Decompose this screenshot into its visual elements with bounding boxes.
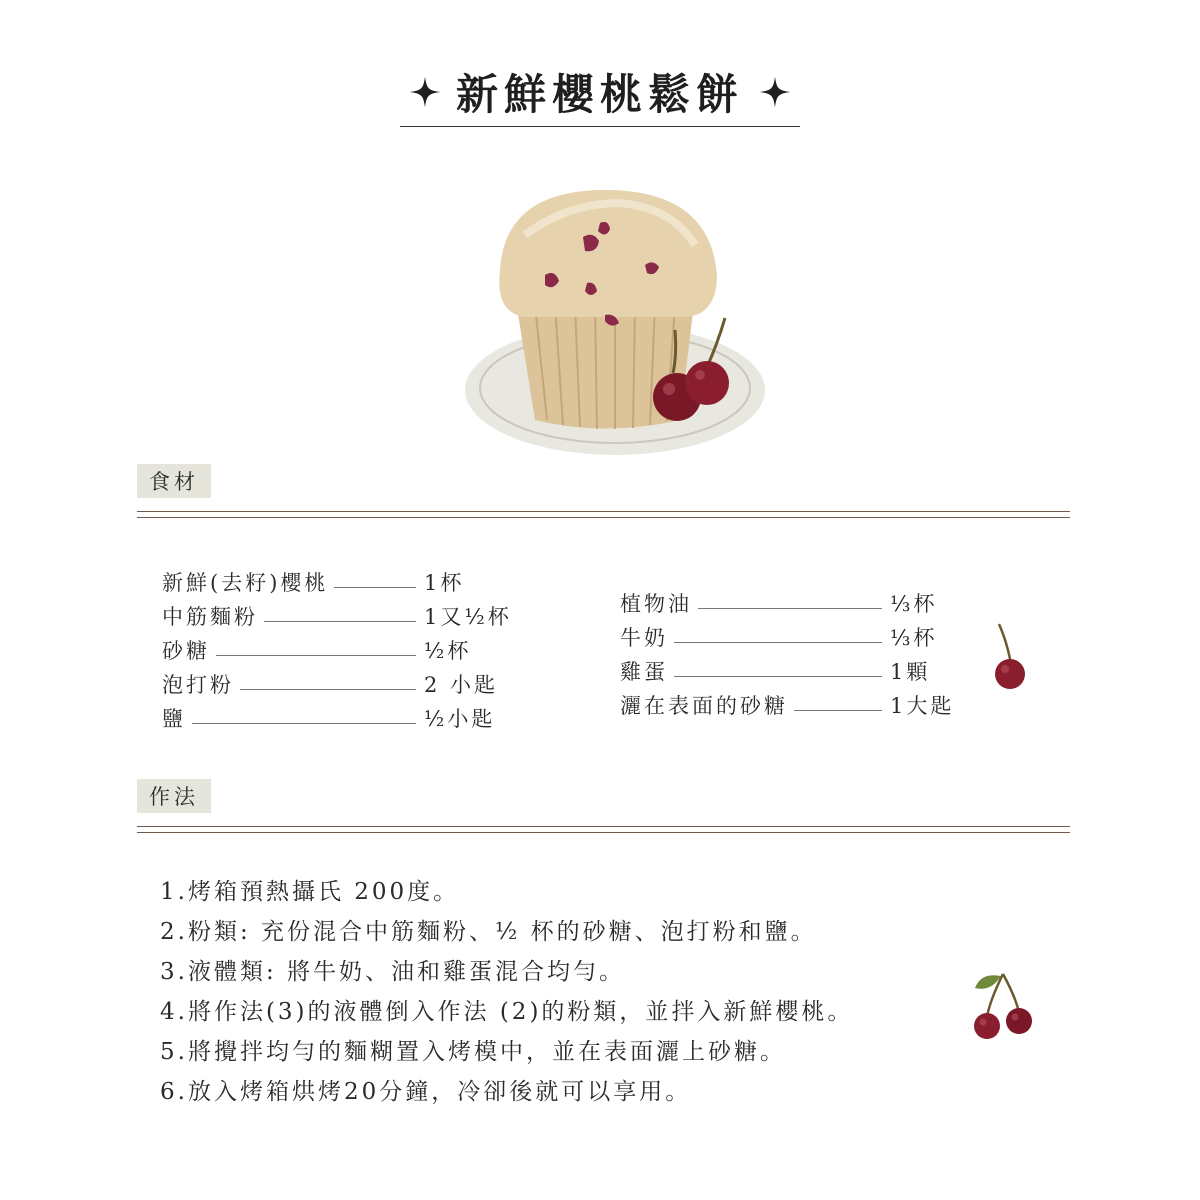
ingredient-row [162, 563, 522, 597]
title-block [0, 62, 1200, 122]
title-underline [400, 126, 800, 127]
title-text: 新鮮櫻桃鬆餅 [455, 70, 744, 119]
cherry-icon [985, 620, 1035, 692]
four-point-star-icon [408, 75, 442, 109]
leader-line [674, 676, 882, 677]
ingredient-name: 牛奶 [620, 626, 668, 650]
muffin-illustration [455, 175, 775, 465]
ingredient-name: 新鮮(去籽)櫻桃 [162, 571, 329, 595]
ingredient-row [620, 584, 960, 618]
ingredient-qty: ⅓杯 [890, 626, 938, 650]
ingredient-name: 雞蛋 [620, 660, 668, 684]
four-point-star-icon [758, 75, 792, 109]
ingredient-row [620, 686, 960, 720]
ingredient-list-right [620, 584, 960, 720]
step-list [160, 872, 960, 1112]
ingredient-qty: ½杯 [424, 639, 472, 663]
ingredient-row [162, 699, 522, 733]
leader-line [698, 608, 882, 609]
leader-line [334, 587, 416, 588]
ingredient-name: 泡打粉 [162, 673, 234, 697]
step-item: 2.粉類: 充份混合中筋麵粉、½ 杯的砂糖、泡打粉和鹽。 [160, 919, 817, 945]
section-rule-method [137, 826, 1070, 833]
leader-line [240, 689, 416, 690]
ingredient-name: 中筋麵粉 [162, 605, 258, 629]
ingredient-name: 砂糖 [162, 639, 210, 663]
ingredient-row [162, 665, 522, 699]
section-label-method: 作法 [137, 779, 211, 813]
ingredient-qty: 2 小匙 [424, 673, 499, 697]
page-title [408, 62, 792, 122]
leader-line [192, 723, 416, 724]
step-item: 6.放入烤箱烘烤20分鐘，冷卻後就可以享用。 [160, 1079, 692, 1105]
ingredient-name: 鹽 [162, 707, 186, 731]
ingredient-qty: 1大匙 [890, 694, 955, 718]
ingredient-qty: ⅓杯 [890, 592, 938, 616]
ingredient-name: 灑在表面的砂糖 [620, 694, 788, 718]
ingredient-qty: 1顆 [890, 660, 931, 684]
step-item: 3.液體類: 將牛奶、油和雞蛋混合均勻。 [160, 959, 626, 985]
step-item: 4.將作法(3)的液體倒入作法 (2)的粉類，並拌入新鮮櫻桃。 [160, 999, 854, 1025]
section-rule-ingredients [137, 511, 1070, 518]
leader-line [216, 655, 416, 656]
step-item: 5.將攪拌均勻的麵糊置入烤模中，並在表面灑上砂糖。 [160, 1039, 786, 1065]
ingredient-row [162, 597, 522, 631]
section-label-ingredients: 食材 [137, 464, 211, 498]
cherry-pair-icon [965, 968, 1045, 1043]
ingredient-list-left [162, 563, 522, 733]
ingredient-qty: 1又½杯 [424, 605, 512, 629]
leader-line [794, 710, 882, 711]
leader-line [264, 621, 416, 622]
ingredient-name: 植物油 [620, 592, 692, 616]
ingredient-row [620, 618, 960, 652]
ingredient-qty: ½小匙 [424, 707, 496, 731]
ingredient-row [162, 631, 522, 665]
ingredient-row [620, 652, 960, 686]
leader-line [674, 642, 882, 643]
ingredient-qty: 1杯 [424, 571, 465, 595]
step-item: 1.烤箱預熱攝氏 200度。 [160, 879, 460, 905]
